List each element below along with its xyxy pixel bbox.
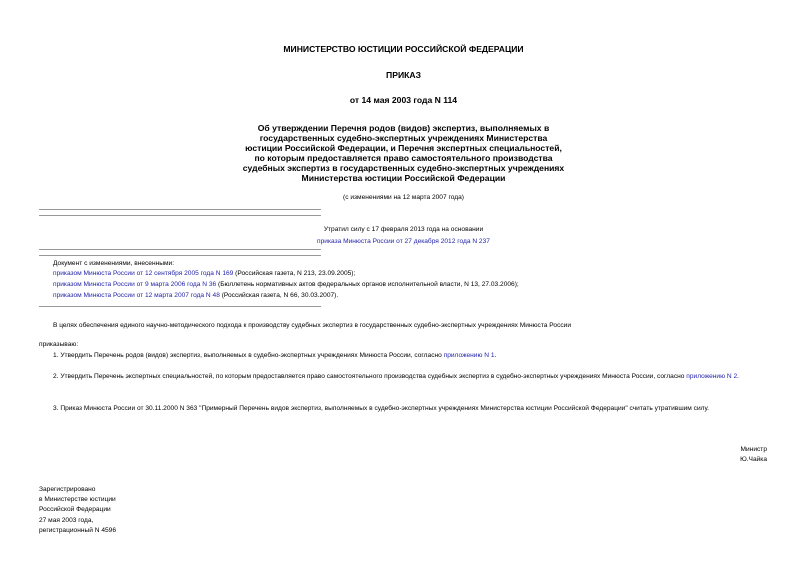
preamble: В целях обеспечения единого научно-методического подхода к производству судебных экспертиз в государственных судебно-экспертных учреждениях Минюста России: [53, 322, 572, 329]
amendments-heading: Документ с изменениями, внесенными:: [53, 260, 175, 267]
registration-line: Российской Федерации: [39, 506, 111, 514]
title-line: судебных экспертиз в государственных судебно-экспертных учреждениях: [242, 163, 565, 173]
title-line: юстиции Российской Федерации, и Перечня экспертных специальностей,: [245, 143, 562, 153]
amendment-source: (Российская газета, N 66, 30.03.2007).: [219, 292, 339, 299]
amendment-item: [53, 281, 519, 288]
registration-line: в Министерстве юстиции: [39, 496, 116, 504]
signature-position: Министр: [740, 446, 767, 453]
order-item-1: [53, 352, 496, 359]
registration-block: [39, 485, 116, 536]
ministry-heading: МИНИСТЕРСТВО ЮСТИЦИИ РОССИЙСКОЙ ФЕДЕРАЦИИ: [283, 44, 524, 54]
amendment-link[interactable]: приказом Минюста России от 12 марта 2007 года N 48: [53, 292, 220, 299]
amendment-item: [53, 270, 355, 277]
signature-name: Ю.Чайка: [740, 456, 767, 463]
appendix-2-link[interactable]: приложению N 2: [686, 373, 738, 380]
repeal-text: Утратил силу с 17 февраля 2013 года на основании: [323, 226, 484, 233]
order-word: приказываю:: [39, 341, 79, 348]
document-type: ПРИКАЗ: [386, 70, 421, 80]
order-item-text: 1. Утвердить Перечень родов (видов) экспертиз, выполняемых в судебно-экспертных учреждениях Минюста России, согласно: [53, 352, 444, 359]
amendment-link[interactable]: приказом Минюста России от 12 сентября 2005 года N 169: [53, 270, 234, 277]
order-item-end: .: [494, 352, 497, 359]
registration-line: 27 мая 2003 года,: [39, 516, 94, 524]
amendment-source: (Российская газета, N 213, 23.09.2005);: [233, 270, 356, 277]
divider: [39, 255, 321, 256]
amendment-item: [53, 292, 338, 299]
amendment-source: (Бюллетень нормативных актов федеральных органов исполнительной власти, N 13, 27.03.2006);: [216, 281, 519, 288]
changes-note: (с изменениями на 12 марта 2007 года): [343, 194, 464, 201]
document-date-number: от 14 мая 2003 года N 114: [349, 95, 458, 105]
appendix-1-link[interactable]: приложению N 1: [443, 352, 495, 359]
divider: [39, 249, 321, 250]
amendment-link[interactable]: приказом Минюста России от 9 марта 2006 года N 36: [53, 281, 217, 288]
repeal-order-link[interactable]: приказа Минюста России от 27 декабря 2012 года N 237: [317, 237, 490, 245]
repeal-notice: [0, 224, 807, 247]
title-line: по которым предоставляется право самостоятельного производства: [254, 153, 553, 163]
title-line: Об утверждении Перечня родов (видов) экспертиз, выполняемых в: [257, 123, 550, 133]
divider: [39, 209, 321, 210]
title-line: государственных судебно-экспертных учреждениях Министерства: [259, 133, 548, 143]
divider: [39, 306, 321, 307]
title-line: Министерства юстиции Российской Федерации: [301, 173, 506, 183]
order-item-text: 2. Утвердить Перечень экспертных специальностей, по которым предоставляется право самостоятельного производства судебных экспертиз в судебно-экспертных учреждениях Минюста России, согласно: [53, 373, 685, 380]
registration-line: Зарегистрировано: [39, 486, 96, 493]
registration-line: регистрационный N 4596: [39, 526, 117, 534]
document-title: [0, 123, 807, 183]
divider: [39, 215, 321, 216]
order-item-2: [39, 371, 767, 383]
order-item-end: .: [737, 373, 740, 380]
order-item-3: 3. Приказ Минюста России от 30.11.2000 N 363 "Примерный Перечень видов экспертиз, выполняемых в судебно-экспертных учреждениях Министерства юстиции Российской Федерации" считать утратившим силу.: [53, 405, 709, 412]
